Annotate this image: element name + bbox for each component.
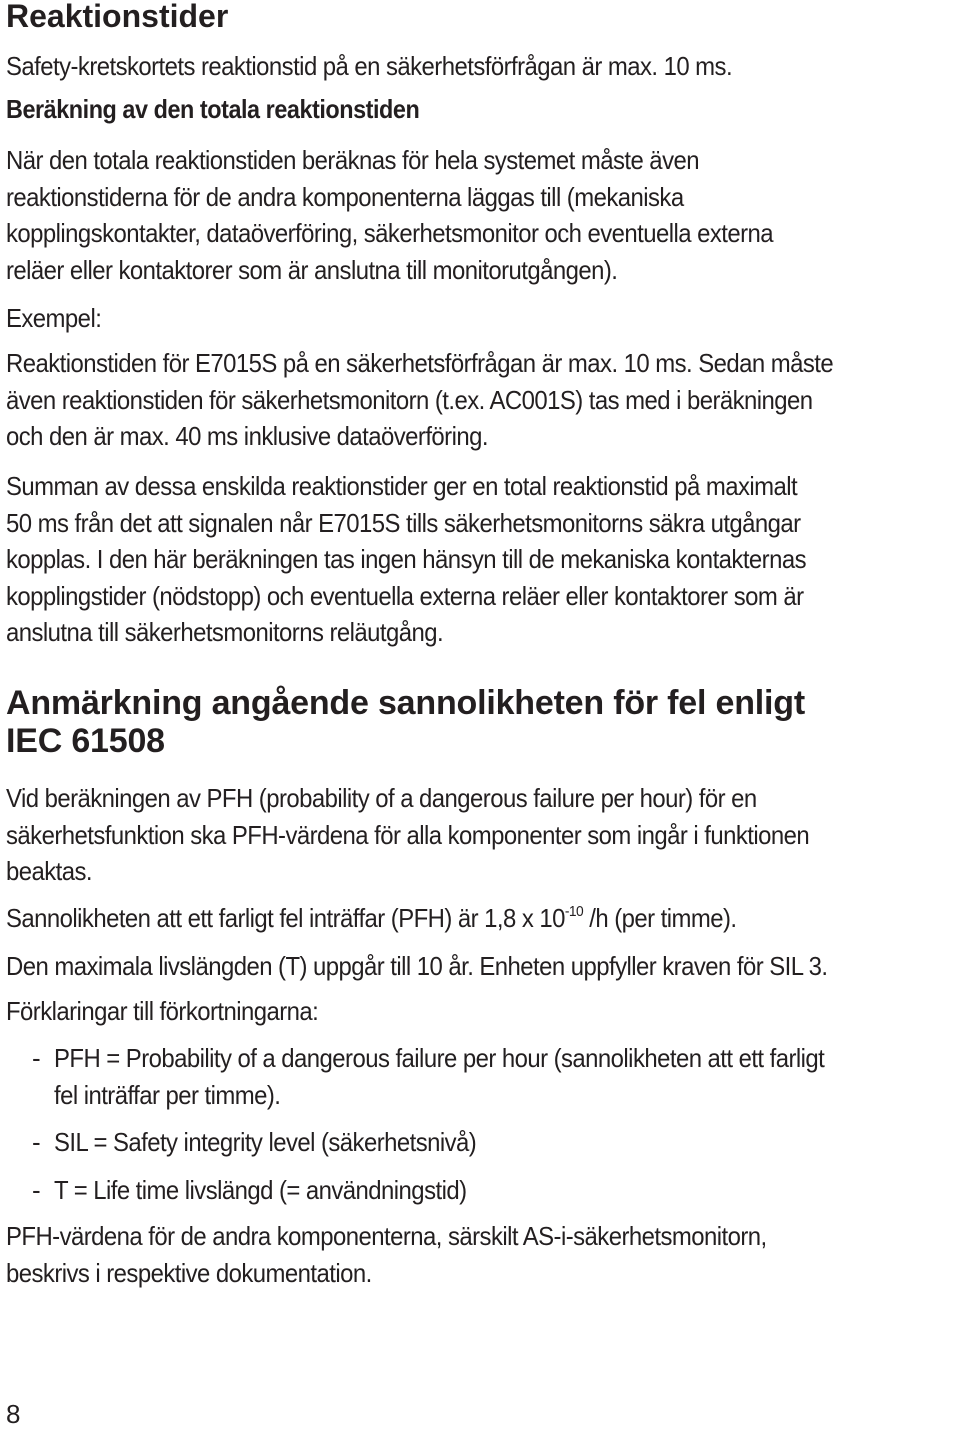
section-title-reaction-times: Reaktionstider [6, 0, 229, 34]
text-line: Reaktionstiden för E7015S på en säkerhetsförfrågan är max. 10 ms. Sedan måste [6, 348, 834, 378]
text-line: Summan av dessa enskilda reaktionstider ger en total reaktionstid på maximalt [6, 471, 798, 501]
pfh-paragraph [6, 780, 879, 890]
abbreviations-label: Förklaringar till förkortningarna: [6, 996, 319, 1026]
exponent: -10 [564, 903, 584, 920]
title-line: Anmärkning angående sannolikheten för fel enligt [6, 684, 805, 722]
text-line: T = Life time livslängd (= användningstid) [54, 1175, 467, 1205]
total-reaction-paragraph [6, 142, 840, 288]
example-paragraph [6, 345, 905, 455]
list-dash: - [32, 1043, 41, 1073]
lifetime-statement: Den maximala livslängden (T) uppgår till 10 år. Enheten uppfyller kraven för SIL 3. [6, 951, 828, 981]
text-line: Vid beräkningen av PFH (probability of a dangerous failure per hour) för en [6, 783, 757, 813]
intro-paragraph: Safety-kretskortets reaktionstid på en säkerhetsförfrågan är max. 10 ms. [6, 51, 733, 81]
text-line: När den totala reaktionstiden beräknas för hela systemet måste även [6, 145, 699, 175]
text-line: SIL = Safety integrity level (säkerhetsnivå) [54, 1127, 477, 1157]
closing-paragraph [6, 1218, 833, 1291]
text-line: 50 ms från det att signalen når E7015S tills säkerhetsmonitorns säkra utgångar [6, 507, 801, 538]
subtitle-total-reaction-time: Beräkning av den totala reaktionstiden [6, 94, 420, 124]
title-line: IEC 61508 [6, 722, 165, 760]
page-number: 8 [6, 1399, 21, 1429]
text-line: PFH-värdena för de andra komponenterna, särskilt AS-i-säkerhetsmonitorn, [6, 1221, 767, 1251]
text-line: kopplas. I den här beräkningen tas ingen hänsyn till de mekaniska kontakternas [6, 544, 806, 574]
text-line: kopplingskontakter, dataöverföring, säkerhetsmonitor och eventuella externa [6, 218, 774, 248]
example-label: Exempel: [6, 303, 102, 333]
text-line: säkerhetsfunktion ska PFH-värdena för alla komponenter som ingår i funktionen [6, 819, 810, 850]
section-title-failure-probability [6, 684, 805, 760]
list-dash: - [32, 1127, 41, 1157]
text-line: reläer eller kontaktorer som är anslutna till monitorutgången). [6, 254, 618, 285]
text-line: beaktas. [6, 856, 93, 886]
text-line: fel inträffar per timme). [54, 1079, 281, 1110]
text-line: även reaktionstiden för säkerhetsmonitorn (t.ex. AC001S) tas med i beräkningen [6, 384, 813, 415]
text-line: reaktionstiderna för de andra komponenterna läggas till (mekaniska [6, 181, 684, 212]
summary-paragraph [6, 468, 876, 651]
text-line: beskrivs i respektive dokumentation. [6, 1257, 372, 1288]
text-line: och den är max. 40 ms inklusive dataöverföring. [6, 421, 488, 451]
text-line: kopplingstider (nödstopp) och eventuella externa reläer eller kontaktorer som är [6, 580, 804, 611]
text-line: anslutna till säkerhetsmonitorns reläutgång. [6, 617, 444, 647]
list-dash: - [32, 1175, 41, 1205]
text-line: PFH = Probability of a dangerous failure per hour (sannolikheten att ett farligt [54, 1043, 825, 1073]
probability-statement: Sannolikheten att ett farligt fel inträffar (PFH) är 1,8 x $10^{-10}$ /h (per timme). [6, 903, 737, 933]
